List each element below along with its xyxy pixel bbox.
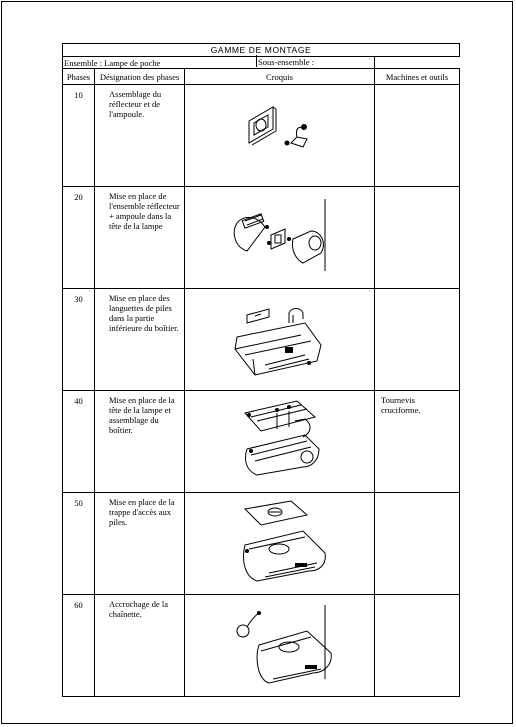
battery-tabs-sketch-icon	[185, 289, 375, 385]
phase-sketch	[185, 289, 375, 391]
header-phases: Phases	[63, 69, 95, 85]
header-machines: Machines et outils	[375, 69, 460, 85]
phase-number: 10	[63, 85, 95, 187]
header-designation: Désignation des phases	[95, 69, 185, 85]
phase-machines	[375, 595, 460, 697]
phase-machines	[375, 85, 460, 187]
phase-machines	[375, 493, 460, 595]
phase-number: 20	[63, 187, 95, 289]
phase-machines	[375, 187, 460, 289]
phase-number: 30	[63, 289, 95, 391]
head-assembly-sketch-icon	[185, 187, 375, 283]
info-row-divider	[256, 55, 257, 67]
assembly-sheet-table	[62, 43, 460, 697]
phase-number: 50	[63, 493, 95, 595]
phase-designation: Accrochage de la chaînette.	[95, 595, 185, 697]
phase-sketch	[185, 595, 375, 697]
header-croquis: Croquis	[185, 69, 375, 85]
sheet-title: GAMME DE MONTAGE	[63, 44, 460, 57]
ensemble-field: Ensemble : Lampe de poche	[63, 57, 375, 69]
table-row	[63, 187, 460, 289]
sous-ensemble-label: Sous-ensemble :	[258, 57, 314, 67]
chain-sketch-icon	[185, 595, 375, 691]
table-row	[63, 493, 460, 595]
phase-sketch	[185, 391, 375, 493]
casing-assembly-sketch-icon	[185, 391, 375, 487]
phase-machines: Tournevis cruciforme.	[375, 391, 460, 493]
battery-hatch-sketch-icon	[185, 493, 375, 589]
phase-designation: Mise en place des languettes de piles dans la partie inférieure du boîtier.	[95, 289, 185, 391]
phase-designation: Mise en place de la tête de la lampe et assemblage du boîtier.	[95, 391, 185, 493]
phase-sketch	[185, 493, 375, 595]
reflector-bulb-sketch-icon	[185, 85, 375, 181]
table-row	[63, 595, 460, 697]
table-row	[63, 289, 460, 391]
table-row	[63, 391, 460, 493]
phase-sketch	[185, 187, 375, 289]
phase-number: 60	[63, 595, 95, 697]
phase-number: 40	[63, 391, 95, 493]
phase-designation: Mise en place de l'ensemble réflecteur + ampoule dans la tête de la lampe	[95, 187, 185, 289]
phase-machines	[375, 289, 460, 391]
phase-designation: Assemblage du réflecteur et de l'ampoule.	[95, 85, 185, 187]
phase-sketch	[185, 85, 375, 187]
table-row	[63, 85, 460, 187]
phase-designation: Mise en place de la trappe d'accès aux piles.	[95, 493, 185, 595]
